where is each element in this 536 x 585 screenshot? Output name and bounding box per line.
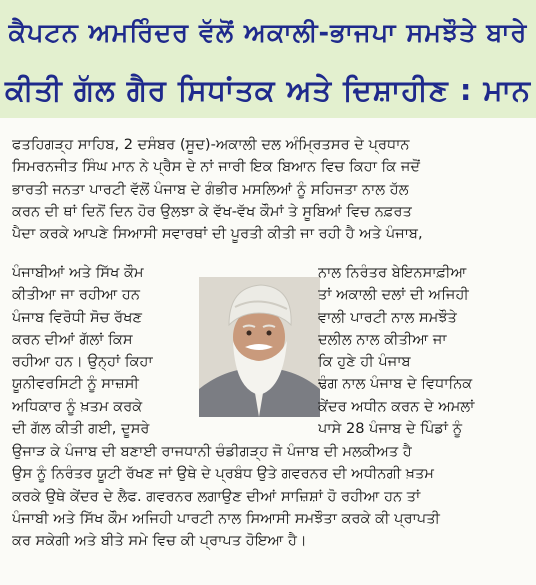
article-line: ਢੰਗ ਨਾਲ ਪੰਜਾਬ ਦੇ ਵਿਧਾਨਿਕ: [318, 375, 473, 393]
article-line: ਕਰਨ ਦੀਆਂ ਗੱਲਾਂ ਕਿਸ: [12, 330, 133, 348]
article-line: ਕਰਨ ਦੀ ਥਾਂ ਦਿਨੋਂ ਦਿਨ ਹੋਰ ਉਲਝਾ ਕੇ ਵੱਖ-ਵੱਖ ਕੌਮਾਂ ਤੇ ਸੂਬਿਆਂ ਵਿਚ ਨਫ਼ਰਤ: [12, 202, 412, 220]
left-eye: [247, 331, 252, 336]
article-line: ਦਲੀਲ ਨਾਲ ਕੀਤੀਆ ਜਾ: [318, 330, 447, 348]
article-line: ਕੇਂਦਰ ਅਧੀਨ ਕਰਨ ਦੇ ਅਮਲਾਂ: [318, 397, 475, 415]
article-line: ਦੀ ਗੱਲ ਕੀਤੀ ਗਈ, ਦੂਸਰੇ: [12, 420, 150, 438]
headline-line-1: ਕੈਪਟਨ ਅਮਰਿੰਦਰ ਵੱਲੋਂ ਅਕਾਲੀ-ਭਾਜਪਾ ਸਮਝੌਤੇ ਬਾਰੇ: [8, 18, 528, 48]
article-intro: [12, 134, 526, 245]
article-right-column: [318, 262, 528, 440]
article-line: ਕਰਕੇ ਉਥੇ ਕੇਂਦਰ ਦੇ ਲੈਫ. ਗਵਰਨਰ ਲਗਾਉਣ ਦੀਆਂ ਸਾਜ਼ਿਸ਼ਾਂ ਹੋ ਰਹੀਆ ਹਨ ਤਾਂ: [12, 487, 421, 505]
article-line: ਪੰਜਾਬ ਵਿਰੋਧੀ ਸੋਚ ਰੱਖਣ: [12, 308, 142, 326]
right-eye: [267, 331, 272, 336]
article-line: ਯੂਨੀਵਰਸਿਟੀ ਨੂੰ ਸਾਜ਼ਸੀ: [12, 375, 139, 393]
article-line: ਵਾਲੀ ਪਾਰਟੀ ਨਾਲ ਸਮਝੌਤੇ: [318, 308, 457, 326]
article-line: ਕੀਤੀਆ ਜਾ ਰਹੀਆ ਹਨ: [12, 286, 140, 304]
headline-line-2: ਕੀਤੀ ਗੱਲ ਗੈਰ ਸਿਧਾਂਤਕ ਅਤੇ ਦਿਸ਼ਾਹੀਣ : ਮਾਨ: [4, 73, 532, 107]
article-left-column: [12, 262, 212, 440]
article-line: ਪੰਜਾਬੀਆਂ ਅਤੇ ਸਿੱਖ ਕੌਮ: [12, 264, 144, 281]
article-line: ਨਾਲ ਨਿਰੰਤਰ ਬੇਇਨਸਾਫ਼ੀਆ: [318, 264, 467, 281]
article-line: ਤਾਂ ਅਕਾਲੀ ਦਲਾਂ ਦੀ ਅਜਿਹੀ: [318, 286, 469, 304]
article-line: ਅਧਿਕਾਰ ਨੂੰ ਖ਼ਤਮ ਕਰਕੇ: [12, 397, 143, 415]
article-line: ਪੰਜਾਬੀ ਅਤੇ ਸਿੱਖ ਕੌਮ ਅਜਿਹੀ ਪਾਰਟੀ ਨਾਲ ਸਿਆਸੀ ਸਮਝੌਤਾ ਕਰਕੇ ਕੀ ਪ੍ਰਾਪਤੀ: [12, 509, 440, 527]
article-line: ਭਾਰਤੀ ਜਨਤਾ ਪਾਰਟੀ ਵੱਲੋਂ ਪੰਜਾਬ ਦੇ ਗੰਭੀਰ ਮਸਲਿਆਂ ਨੂੰ ਸਹਿਜਤਾ ਨਾਲ ਹੱਲ: [12, 180, 409, 198]
article-line: ਕਿ ਹੁਣੇ ਹੀ ਪੰਜਾਬ: [318, 353, 411, 371]
article-line: ਪੈਦਾ ਕਰਕੇ ਆਪਣੇ ਸਿਆਸੀ ਸਵਾਰਥਾਂ ਦੀ ਪੂਰਤੀ ਕੀਤੀ ਜਾ ਰਹੀ ਹੈ ਅਤੇ ਪੰਜਾਬ,: [12, 225, 423, 243]
article-conclusion: [12, 441, 526, 552]
headline-banner: [0, 0, 536, 118]
portrait-illustration: [199, 277, 320, 417]
article-line: ਉਜਾੜ ਕੇ ਪੰਜਾਬ ਦੀ ਬਣਾਈ ਰਾਜਧਾਨੀ ਚੰਡੀਗੜ੍ਹ ਜੋ ਪੰਜਾਬ ਦੀ ਮਲਕੀਅਤ ਹੈ: [12, 443, 412, 460]
article-line: ਪਾਸੇ 28 ਪੰਜਾਬ ਦੇ ਪਿੰਡਾਂ ਨੂੰ: [318, 420, 463, 438]
article-line: ਫਤਹਿਗੜ੍ਹ ਸਾਹਿਬ, 2 ਦਸੰਬਰ (ਸੂਦ)-ਅਕਾਲੀ ਦਲ ਅੰਮ੍ਰਿਤਸਰ ਦੇ ਪ੍ਰਧਾਨ: [12, 136, 410, 153]
article-line: ਸਿਮਰਨਜੀਤ ਸਿੰਘ ਮਾਨ ਨੇ ਪ੍ਰੈਸ ਦੇ ਨਾਂ ਜਾਰੀ ਇਕ ਬਿਆਨ ਵਿਚ ਕਿਹਾ ਕਿ ਜਦੋਂ: [12, 158, 421, 176]
article-line: ਰਹੀਆ ਹਨ। ਉਨ੍ਹਾਂ ਕਿਹਾ: [12, 353, 153, 371]
article-line: ਕਰ ਸਕੇਗੀ ਅਤੇ ਬੀਤੇ ਸਮੇ ਵਿਚ ਕੀ ਪ੍ਰਾਪਤ ਹੋਇਆ ਹੈ।: [12, 532, 307, 550]
portrait-photo: [199, 277, 320, 417]
article-line: ਉਸ ਨੂੰ ਨਿਰੰਤਰ ਯੂਟੀ ਰੱਖਣ ਜਾਂ ਉਥੇ ਦੇ ਪ੍ਰਬੰਧ ਉਤੇ ਗਵਰਨਰ ਦੀ ਅਧੀਨਗੀ ਖ਼ਤਮ: [12, 465, 434, 483]
